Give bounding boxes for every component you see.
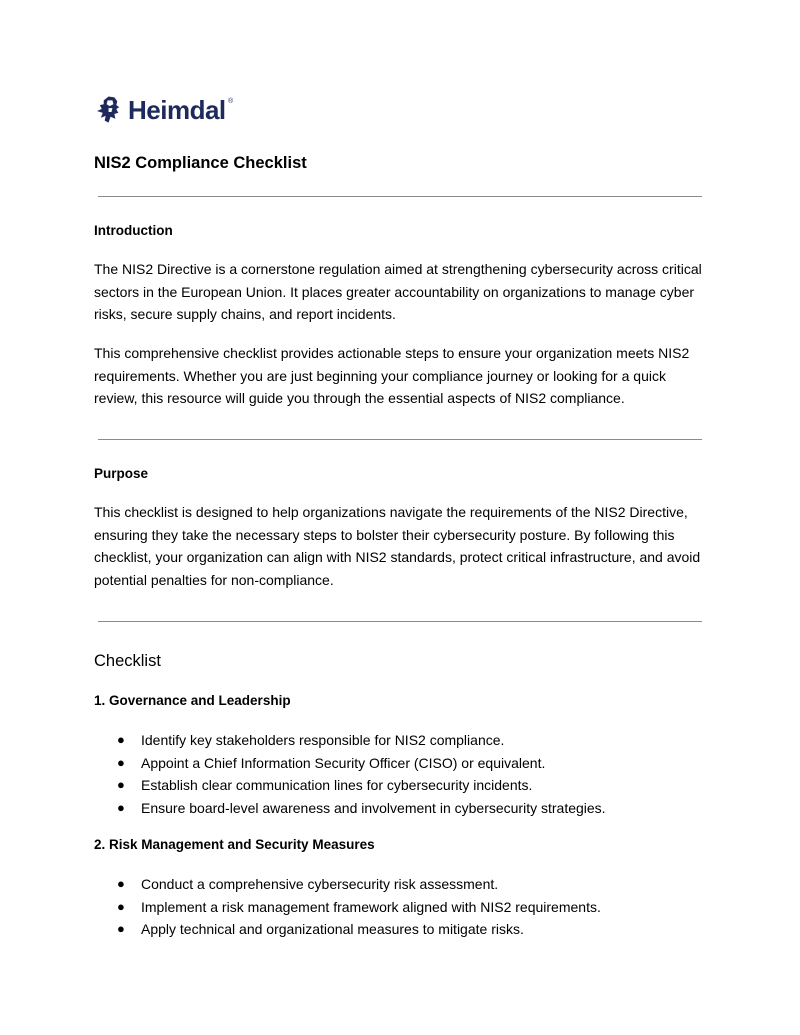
bullet-icon: ● — [117, 777, 125, 793]
introduction-heading: Introduction — [94, 223, 173, 238]
divider — [98, 439, 702, 440]
bullet-icon: ● — [117, 876, 125, 891]
list-item — [94, 774, 706, 797]
registered-mark: ® — [227, 98, 233, 105]
list-item-text: Appoint a Chief Information Security Officer (CISO) or equivalent. — [141, 754, 546, 771]
section-heading-risk-management: 2. Risk Management and Security Measures — [94, 837, 375, 852]
list-item — [94, 873, 706, 896]
list-item-text: Apply technical and organizational measures to mitigate risks. — [141, 921, 524, 938]
divider — [98, 621, 702, 622]
list-item-text: Identify key stakeholders responsible for NIS2 compliance. — [141, 732, 505, 748]
heimdal-logo — [95, 93, 233, 127]
document-title: NIS2 Compliance Checklist — [94, 154, 307, 172]
list-item-text: Conduct a comprehensive cybersecurity risk assessment. — [141, 876, 499, 892]
list-item — [94, 896, 706, 919]
purpose-paragraph: This checklist is designed to help organizations navigate the requirements of the NIS2 Directive, ensuring they take the necessary steps to bolster their cybersecurity posture. By following this checklist, your organization can align with NIS2 standards, protect critical infrastructure, and avoid potential penalties for non-compliance. — [94, 504, 701, 588]
list-item — [94, 797, 706, 820]
bullet-icon: ● — [117, 754, 125, 770]
governance-checklist — [94, 729, 706, 819]
heimdal-helmet-icon — [95, 94, 126, 126]
introduction-paragraph: The NIS2 Directive is a cornerstone regulation aimed at strengthening cybersecurity across critical sectors in the European Union. It places greater accountability on organizations to manage cyber risks, secure supply chains, and report incidents. — [94, 261, 702, 323]
bullet-icon: ● — [117, 799, 125, 815]
list-item — [94, 729, 706, 752]
risk-management-checklist — [94, 873, 706, 941]
purpose-heading: Purpose — [94, 466, 149, 481]
list-item-text: Establish clear communication lines for cybersecurity incidents. — [141, 777, 533, 794]
bullet-icon: ● — [117, 898, 125, 914]
bullet-icon: ● — [117, 732, 125, 747]
list-item-text: Ensure board-level awareness and involvement in cybersecurity strategies. — [141, 799, 606, 816]
section-heading-governance: 1. Governance and Leadership — [94, 693, 291, 708]
logo-wordmark: Heimdal ® — [128, 95, 233, 125]
list-item — [94, 752, 706, 775]
introduction-paragraph: This comprehensive checklist provides actionable steps to ensure your organization meets NIS2 requirements. Whether you are just beginning your compliance journey or looking for a quick review, this resource will guide you through the essential aspects of NIS2 compliance. — [94, 345, 690, 407]
list-item — [94, 918, 706, 941]
checklist-heading: Checklist — [94, 652, 161, 670]
bullet-icon: ● — [117, 921, 125, 937]
divider — [98, 196, 702, 197]
list-item-text: Implement a risk management framework aligned with NIS2 requirements. — [141, 898, 601, 915]
